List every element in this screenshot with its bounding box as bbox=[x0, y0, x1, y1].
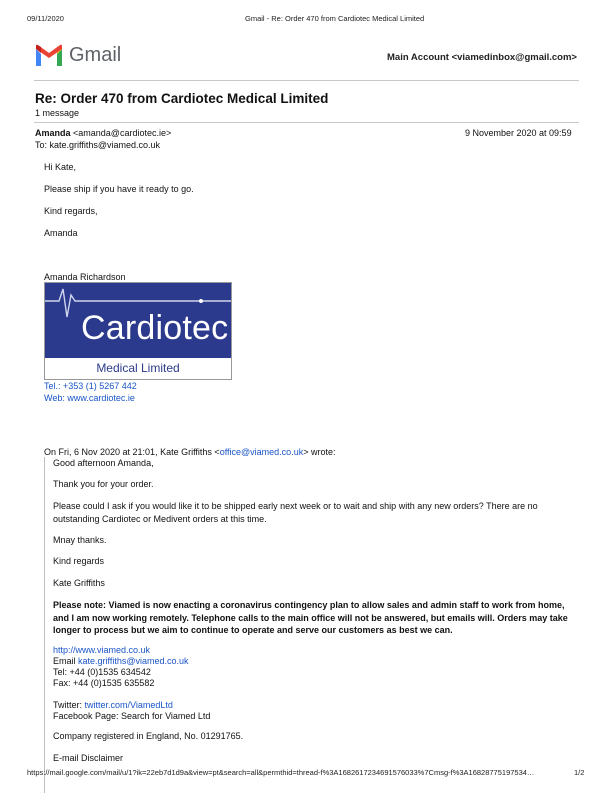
message-date: 9 November 2020 at 09:59 bbox=[465, 128, 572, 138]
print-title: Gmail - Re: Order 470 from Cardiotec Medical Limited bbox=[245, 14, 425, 23]
logo-title: Cardiotec bbox=[81, 309, 229, 347]
quote-thanks: Thank you for your order. bbox=[53, 479, 154, 489]
body-line: Hi Kate, bbox=[44, 162, 77, 172]
quote-tel: Tel: +44 (0)1535 634542 bbox=[53, 667, 151, 677]
print-date: 09/11/2020 bbox=[27, 14, 64, 23]
divider bbox=[34, 122, 579, 123]
gmail-logo-icon bbox=[34, 44, 64, 67]
body-line: Kind regards, bbox=[44, 206, 98, 216]
sender-email: <amanda@cardiotec.ie> bbox=[73, 128, 172, 138]
quote-many-thanks: Mnay thanks. bbox=[53, 535, 107, 545]
quote-company: Company registered in England, No. 01291765. bbox=[53, 731, 244, 741]
quote-regards: Kind regards bbox=[53, 556, 105, 566]
quote-twitter-label: Twitter: bbox=[53, 700, 85, 710]
thread-subject: Re: Order 470 from Cardiotec Medical Limited bbox=[35, 91, 329, 106]
quote-name: Kate Griffiths bbox=[53, 578, 105, 588]
quote-intro-suffix: > wrote: bbox=[303, 447, 336, 457]
body-line: Amanda bbox=[44, 228, 78, 238]
sender-web-link[interactable]: Web: www.cardiotec.ie bbox=[44, 393, 135, 403]
quote-facebook: Facebook Page: Search for Viamed Ltd bbox=[53, 711, 211, 721]
body-line: Please ship if you have it ready to go. bbox=[44, 184, 194, 194]
quote-fax: Fax: +44 (0)1535 635582 bbox=[53, 678, 155, 688]
recipient: To: kate.griffiths@viamed.co.uk bbox=[35, 140, 161, 150]
quote-intro bbox=[44, 447, 335, 457]
sender bbox=[35, 128, 171, 138]
sender-name: Amanda bbox=[35, 128, 71, 138]
cardiotec-logo bbox=[44, 282, 232, 380]
quote-disclaimer: E-mail Disclaimer bbox=[53, 753, 124, 763]
quote-question: Please could I ask if you would like it to be shipped early next week or to wait and ship with any new orders? There are no outstanding Cardiotec or Medivent orders at this time. bbox=[53, 501, 538, 524]
quote-intro-email-link[interactable]: office@viamed.co.uk bbox=[219, 447, 304, 457]
sender-tel[interactable]: Tel.: +353 (1) 5267 442 bbox=[44, 381, 137, 391]
quote-twitter-link[interactable]: twitter.com/ViamedLtd bbox=[84, 700, 173, 710]
account-label: Main Account <viamedinbox@gmail.com> bbox=[387, 52, 577, 63]
logo-subtitle: Medical Limited bbox=[96, 361, 180, 375]
quote-email-label: Email bbox=[53, 656, 79, 666]
signature-name: Amanda Richardson bbox=[44, 272, 126, 282]
divider bbox=[34, 80, 579, 81]
quote-website-link[interactable]: http://www.viamed.co.uk bbox=[53, 645, 151, 655]
quote-notice: Please note: Viamed is now enacting a coronavirus contingency plan to allow sales and admin staff to work from home, and I am now working remotely. Telephone calls to the main office will not be answered, but emails will. Orders may take longer to process but we aim to continue to operate and serve our customers as best we can. bbox=[53, 600, 568, 635]
print-page-number: 1/2 bbox=[574, 768, 585, 777]
print-url: https://mail.google.com/mail/u/1?ik=22eb7d1d9a&view=pt&search=all&permthid=thread-f%3A1682617234691576033%7Cmsg-f%3A16828775197534… bbox=[27, 768, 535, 777]
quote-intro-prefix: On Fri, 6 Nov 2020 at 21:01, Kate Griffiths < bbox=[44, 447, 220, 457]
message-count: 1 message bbox=[35, 108, 80, 118]
gmail-wordmark: Gmail bbox=[69, 44, 122, 66]
quote-greeting: Good afternoon Amanda, bbox=[53, 458, 154, 468]
quote-bar bbox=[44, 457, 45, 793]
quote-email-link[interactable]: kate.griffiths@viamed.co.uk bbox=[78, 656, 189, 666]
